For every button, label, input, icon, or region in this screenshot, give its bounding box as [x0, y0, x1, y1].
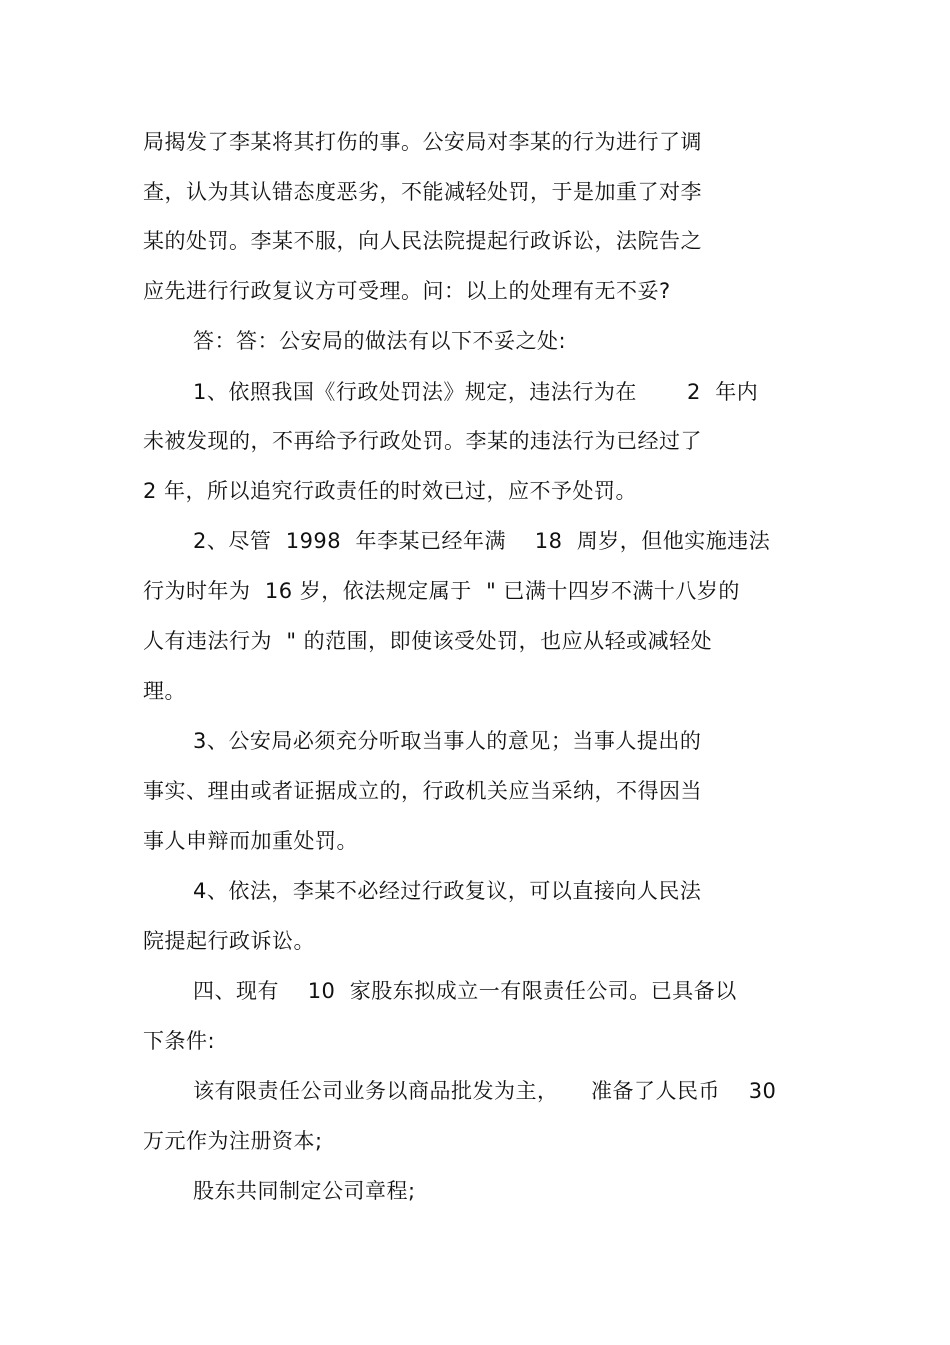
text-line: 4、依法，李某不必经过行政复议，可以直接向人民法	[193, 879, 702, 903]
text-line: 人有违法行为 " 的范围，即使该受处罚，也应从轻或减轻处	[143, 629, 713, 653]
text-line: 某的处罚。李某不服，向人民法院提起行政诉讼，法院告之	[143, 229, 702, 253]
text-line: 该有限责任公司业务以商品批发为主， 准备了人民币 30	[193, 1079, 777, 1103]
answer-heading: 答：答：公安局的做法有以下不妥之处:	[193, 329, 567, 353]
section-heading: 四、现有 10 家股东拟成立一有限责任公司。已具备以	[193, 979, 737, 1003]
text-line: 院提起行政诉讼。	[143, 929, 315, 953]
text-line: 下条件:	[143, 1029, 216, 1053]
text-line: 局揭发了李某将其打伤的事。公安局对李某的行为进行了调	[143, 130, 702, 154]
text-line: 应先进行行政复议方可受理。问：以上的处理有无不妥?	[143, 279, 671, 303]
text-line: 事实、理由或者证据成立的，行政机关应当采纳，不得因当	[143, 779, 702, 803]
text-line: 查，认为其认错态度恶劣，不能减轻处罚，于是加重了对李	[143, 180, 702, 204]
text-line: 理。	[143, 679, 186, 703]
text-line: 万元作为注册资本;	[143, 1129, 323, 1153]
text-line: 事人申辩而加重处罚。	[143, 829, 358, 853]
text-line: 2 年，所以追究行政责任的时效已过，应不予处罚。	[143, 479, 638, 503]
text-line: 3、公安局必须充分听取当事人的意见；当事人提出的	[193, 729, 702, 753]
text-line: 股东共同制定公司章程;	[193, 1179, 416, 1203]
text-line: 行为时年为 16 岁，依法规定属于 " 已满十四岁不满十八岁的	[143, 579, 740, 603]
text-line: 1、依照我国《行政处罚法》规定，违法行为在 2 年内	[193, 380, 759, 404]
text-line: 未被发现的，不再给予行政处罚。李某的违法行为已经过了	[143, 429, 702, 453]
text-line: 2、尽管 1998 年李某已经年满 18 周岁，但他实施违法	[193, 529, 771, 553]
